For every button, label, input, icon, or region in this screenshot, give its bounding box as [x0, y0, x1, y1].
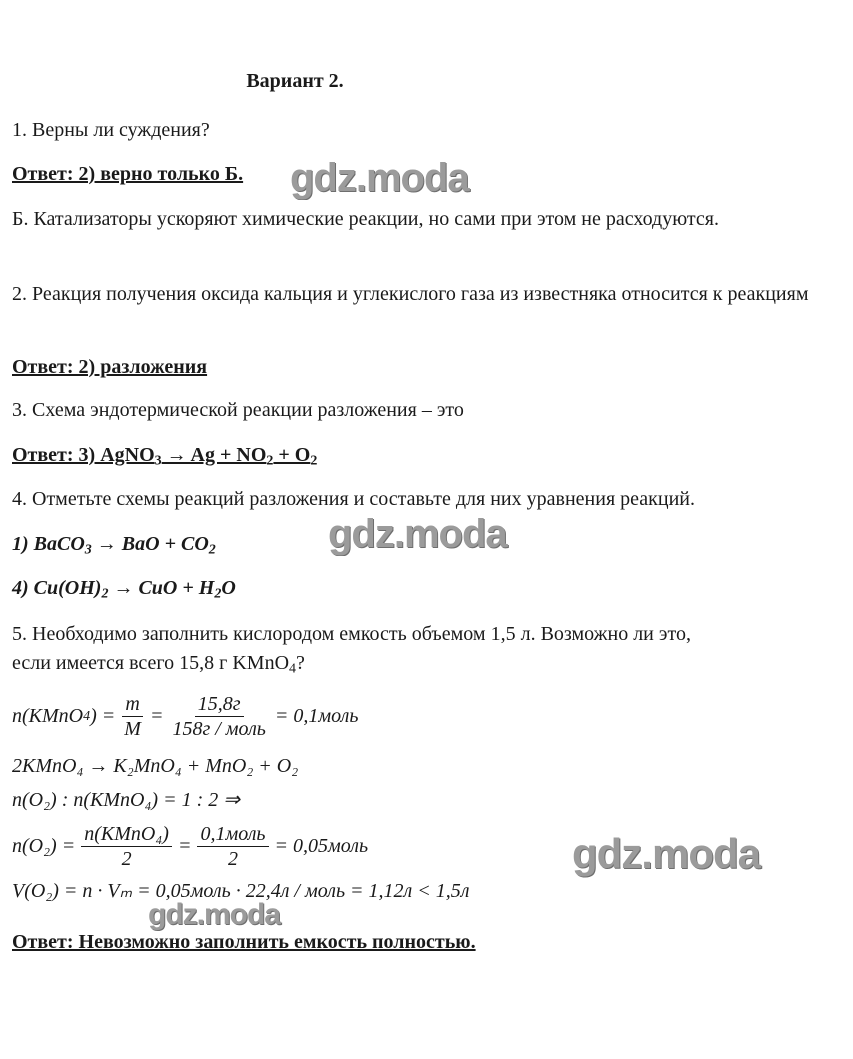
watermark: gdz.moda	[148, 898, 280, 931]
question-5: 5. Необходимо заполнить кислородом емкость объемом 1,5 л. Возможно ли это, если имеется всего 15,8 г KMnO$_4$?	[12, 623, 691, 677]
watermark: gdz.moda	[572, 830, 760, 877]
watermark: gdz.moda	[328, 512, 507, 556]
answer-5: Ответ: Невозможно заполнить емкость полностью.	[12, 931, 476, 953]
answer-2: Ответ: 2) разложения	[12, 356, 208, 378]
fraction-mass-over-molar: $\frac{15,8г}{\text{158г / моль}}$	[172, 693, 266, 740]
question-4: 4. Отметьте схемы реакций разложения и составьте для них уравнения реакций.	[12, 488, 695, 510]
question-1: 1. Верны ли суждения?	[12, 119, 210, 141]
watermark: gdz.moda	[290, 156, 469, 200]
formula-mole-ratio: n(O₂) : n(KMnO₄) = 1 : 2 ⇒	[12, 789, 241, 811]
fraction-n-over-2: $\frac{\text{n(KMnO₄)}}{2}$	[81, 822, 172, 871]
reaction-1: 1) BaCO$_3$ → BaO + $CO_2$	[12, 533, 216, 558]
fraction-m-over-M: $\frac{m}{M}$	[124, 693, 141, 740]
question-3: 3. Схема эндотермической реакции разложения – это	[12, 399, 464, 421]
variant-title: Вариант 2.	[246, 70, 344, 92]
explanation-1: Б. Катализаторы ускоряют химические реакции, но сами при этом не расходуются.	[12, 208, 719, 230]
answer-3: Ответ: 3) AgNO$_3$ → $Ag + NO_2 + O_2$	[12, 444, 318, 469]
reaction-4: 4) $Cu(OH)_2$ → CuO + $H_2O$	[12, 577, 236, 602]
fraction-value-over-2: $\frac{\text{0,1моль}}{2}$	[197, 822, 268, 871]
formula-reaction-equation: 2KMnO₄ → K₂MnO₄ + MnO₂ + O₂	[12, 755, 299, 777]
formula-volume-o2: V(O₂) = n · Vₘ = 0,05моль · 22,4л / моль = 1,12л < 1,5л	[12, 880, 470, 902]
formula-moles-kmno4: n(KMnO 4 ) = $\frac{m}{M}$ = $\frac{15,8г}{\text{158г / моль}}$ = 0,1моль	[12, 693, 359, 740]
formula-moles-o2: n(O₂) = $\frac{\text{n(KMnO₄)}}{2}$ = $\frac{\text{0,1моль}}{2}$ = 0,05моль	[12, 823, 369, 870]
answer-1: Ответ: 2) верно только Б.	[12, 163, 244, 185]
question-2: 2. Реакция получения оксида кальция и углекислого газа из известняка относится к реакциям	[12, 283, 809, 305]
